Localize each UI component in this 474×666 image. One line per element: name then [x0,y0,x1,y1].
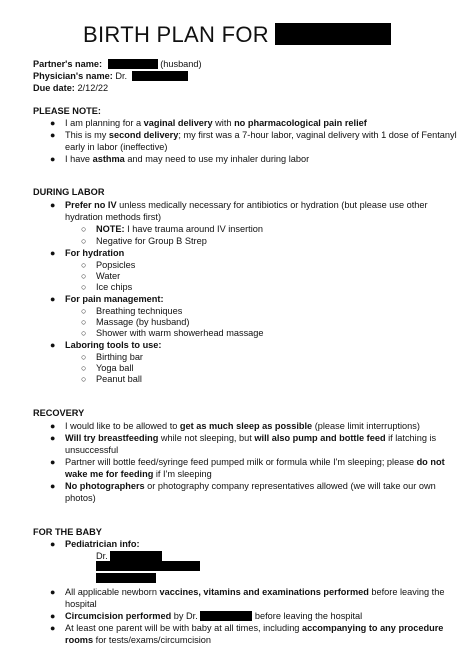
during-labor-heading: DURING LABOR [33,187,105,197]
bullet: ● [50,611,56,621]
document-title [0,20,474,50]
redacted-name [275,23,391,45]
redacted-pediatrician [110,551,162,561]
bullet: ● [50,421,56,431]
circle-bullet: ○ [81,282,87,292]
bullet: ● [50,118,56,128]
partner-suffix: (husband) [160,59,202,69]
bullet: ● [50,130,56,140]
physician-prefix: Dr. [115,71,128,81]
physician-line [33,70,188,82]
recovery-item-1: I would like to be allowed to get as much sleep as possible (please limit interruptions) [65,421,420,431]
recovery-item-3: Partner will bottle feed/syringe feed pumped milk or formula while I'm sleeping; please do not [65,457,445,467]
tools-heading: Laboring tools to use: [65,340,162,350]
pediatrician-name: Dr. [96,550,162,562]
circle-bullet: ○ [81,260,87,270]
hydration-item: Water [96,271,121,281]
circle-bullet: ○ [81,352,87,362]
due-date-line [33,82,108,94]
bullet: ● [50,539,56,549]
redacted-doctor [200,611,252,621]
circle-bullet: ○ [81,317,87,327]
baby-item-circumcision: Circumcision performed by Dr. before leaving the hospital [65,611,363,621]
bullet: ● [50,457,56,467]
bullet: ● [50,481,56,491]
bullet: ● [50,248,56,258]
bullet: ● [50,340,56,350]
pain-heading: For pain management: [65,294,164,304]
recovery-heading: RECOVERY [33,408,85,418]
baby-item-vaccines-cont: hospital [65,599,97,609]
title-text: BIRTH PLAN FOR [83,22,269,47]
recovery-item-2-cont: unsuccessful [65,445,119,455]
pain-item: Massage (by husband) [96,317,190,327]
tools-item: Peanut ball [96,374,142,384]
gbs-note: Negative for Group B Strep [96,236,207,246]
bullet: ● [50,154,56,164]
redacted-physician [132,71,188,81]
baby-heading: FOR THE BABY [33,527,102,537]
due-value: 2/12/22 [77,83,109,93]
recovery-item-4: No photographers or photography company representatives allowed (we will take our own [65,481,436,491]
recovery-item-2: Will try breastfeeding while not sleeping, but will also pump and bottle feed if latching is [65,433,437,443]
baby-item-vaccines: All applicable newborn vaccines, vitamins and examinations performed before leaving the [65,587,445,597]
circle-bullet: ○ [81,271,87,281]
redacted-address-line-2 [96,573,156,583]
bullet: ● [50,587,56,597]
circle-bullet: ○ [81,363,87,373]
circle-bullet: ○ [81,374,87,384]
tools-item: Birthing bar [96,352,143,362]
pain-item: Shower with warm showerhead massage [96,328,264,338]
note-item-1: I am planning for a vaginal delivery with no pharmacological pain relief [65,118,367,128]
bullet: ● [50,433,56,443]
hydration-item: Ice chips [96,282,133,292]
pediatrician-heading: Pediatrician info: [65,539,140,549]
bullet: ● [50,200,56,210]
physician-label: Physician's name: [33,71,113,81]
baby-item-parent-cont: rooms for tests/exams/circumcision [65,635,212,645]
iv-item-cont: hydration methods first) [65,212,161,222]
iv-item: Prefer no IV unless medically necessary for antibiotics or hydration (but please use other [65,200,428,210]
note-item-3: I have asthma and may need to use my inhaler during labor [65,154,310,164]
due-label: Due date: [33,83,75,93]
partner-label: Partner's name: [33,59,103,69]
circle-bullet: ○ [81,236,87,246]
circle-bullet: ○ [81,328,87,338]
bullet: ● [50,623,56,633]
partner-line [33,58,202,70]
recovery-item-3-cont: wake me for feeding if I'm sleeping [65,469,212,479]
please-note-heading: PLEASE NOTE: [33,106,101,116]
note-item-2: This is my second delivery; my first was a 7-hour labor, vaginal delivery with 1 dose of Fentanyl [65,130,457,140]
redacted-address-line-1 [96,561,200,571]
bullet: ● [50,294,56,304]
tools-item: Yoga ball [96,363,134,373]
circle-bullet: ○ [81,224,87,234]
recovery-item-4-cont: photos) [65,493,96,503]
pain-item: Breathing techniques [96,306,183,316]
redacted-partner [108,59,158,69]
note-item-2-cont: early in labor (ineffective) [65,142,168,152]
iv-note: NOTE: I have trauma around IV insertion [96,224,263,234]
baby-item-parent: At least one parent will be with baby at all times, including accompanying to any procedure [65,623,444,633]
hydration-item: Popsicles [96,260,136,270]
circle-bullet: ○ [81,306,87,316]
hydration-heading: For hydration [65,248,125,258]
